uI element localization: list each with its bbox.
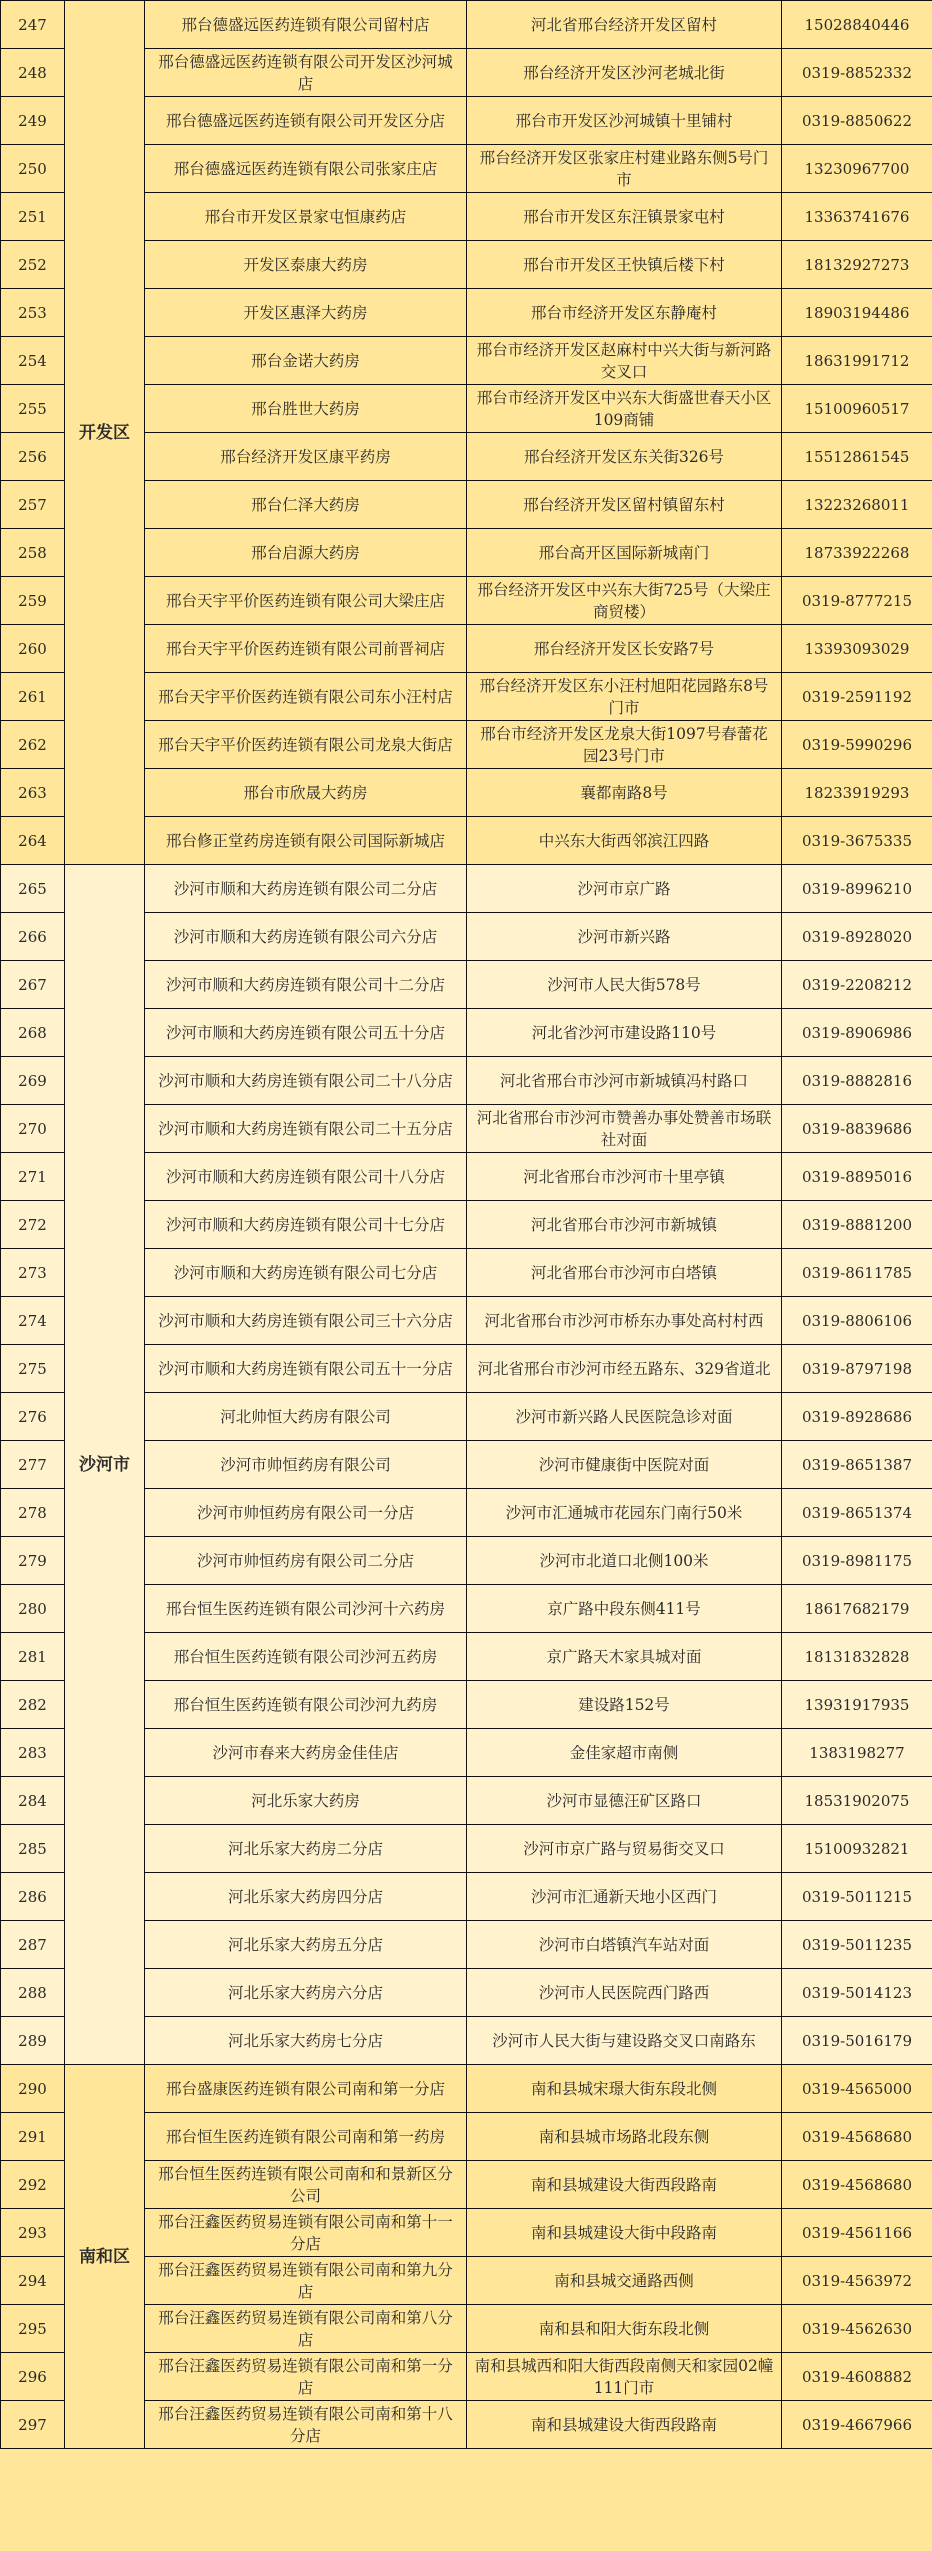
pharmacy-name: 沙河市顺和大药房连锁有限公司五十一分店 [145,1345,467,1393]
row-number: 251 [1,193,65,241]
pharmacy-address: 沙河市京广路与贸易街交叉口 [467,1825,782,1873]
pharmacy-phone: 0319-8611785 [782,1249,932,1297]
pharmacy-address: 建设路152号 [467,1681,782,1729]
pharmacy-address: 南和县城建设大街中段路南 [467,2209,782,2257]
row-number: 260 [1,625,65,673]
row-number: 259 [1,577,65,625]
row-number: 292 [1,2161,65,2209]
pharmacy-phone: 0319-4562630 [782,2305,932,2353]
pharmacy-address: 沙河市人民医院西门路西 [467,1969,782,2017]
pharmacy-address: 邢台经济开发区长安路7号 [467,625,782,673]
row-number: 273 [1,1249,65,1297]
pharmacy-phone: 0319-8797198 [782,1345,932,1393]
pharmacy-address: 河北省邢台市沙河市新城镇 [467,1201,782,1249]
pharmacy-phone: 0319-8777215 [782,577,932,625]
row-number: 289 [1,2017,65,2065]
row-number: 277 [1,1441,65,1489]
pharmacy-name: 河北乐家大药房六分店 [145,1969,467,2017]
row-number: 285 [1,1825,65,1873]
pharmacy-address: 河北省邢台市沙河市桥东办事处高村村西 [467,1297,782,1345]
pharmacy-phone: 18733922268 [782,529,932,577]
pharmacy-name: 邢台德盛远医药连锁有限公司留村店 [145,1,467,49]
pharmacy-address: 沙河市新兴路人民医院急诊对面 [467,1393,782,1441]
row-number: 262 [1,721,65,769]
pharmacy-phone: 0319-5011235 [782,1921,932,1969]
pharmacy-name: 邢台仁泽大药房 [145,481,467,529]
pharmacy-name: 沙河市帅恒药房有限公司一分店 [145,1489,467,1537]
pharmacy-name: 邢台汪鑫医药贸易连锁有限公司南和第九分店 [145,2257,467,2305]
pharmacy-name: 邢台汪鑫医药贸易连锁有限公司南和第一分店 [145,2353,467,2401]
pharmacy-phone: 0319-8906986 [782,1009,932,1057]
pharmacy-phone: 0319-5014123 [782,1969,932,2017]
pharmacy-name: 邢台启源大药房 [145,529,467,577]
pharmacy-name: 沙河市顺和大药房连锁有限公司十八分店 [145,1153,467,1201]
row-number: 263 [1,769,65,817]
region-label: 开发区 [65,1,145,865]
pharmacy-name: 开发区惠泽大药房 [145,289,467,337]
pharmacy-name: 邢台恒生医药连锁有限公司沙河九药房 [145,1681,467,1729]
row-number: 291 [1,2113,65,2161]
pharmacy-address: 京广路天木家具城对面 [467,1633,782,1681]
row-number: 270 [1,1105,65,1153]
pharmacy-name: 邢台修正堂药房连锁有限公司国际新城店 [145,817,467,865]
pharmacy-phone: 0319-8928686 [782,1393,932,1441]
pharmacy-address: 沙河市汇通城市花园东门南行50米 [467,1489,782,1537]
row-number: 269 [1,1057,65,1105]
pharmacy-address: 京广路中段东侧411号 [467,1585,782,1633]
row-number: 280 [1,1585,65,1633]
pharmacy-name: 沙河市顺和大药房连锁有限公司六分店 [145,913,467,961]
pharmacy-name: 沙河市顺和大药房连锁有限公司十二分店 [145,961,467,1009]
pharmacy-address: 邢台市开发区东汪镇景家屯村 [467,193,782,241]
pharmacy-name: 沙河市顺和大药房连锁有限公司二分店 [145,865,467,913]
row-number: 274 [1,1297,65,1345]
pharmacy-address: 邢台市经济开发区赵麻村中兴大街与新河路交叉口 [467,337,782,385]
pharmacy-name: 邢台德盛远医药连锁有限公司开发区沙河城店 [145,49,467,97]
pharmacy-address: 南和县城西和阳大街西段南侧天和家园02幢111门市 [467,2353,782,2401]
pharmacy-address: 中兴东大街西邻滨江四路 [467,817,782,865]
table-body [1,1,932,2449]
pharmacy-address: 南和县和阳大街东段北侧 [467,2305,782,2353]
pharmacy-name: 邢台经济开发区康平药房 [145,433,467,481]
pharmacy-name: 河北乐家大药房二分店 [145,1825,467,1873]
pharmacy-address: 沙河市健康街中医院对面 [467,1441,782,1489]
pharmacy-phone: 13931917935 [782,1681,932,1729]
pharmacy-phone: 13223268011 [782,481,932,529]
row-number: 248 [1,49,65,97]
pharmacy-phone: 18131832828 [782,1633,932,1681]
pharmacy-name: 邢台胜世大药房 [145,385,467,433]
pharmacy-address: 沙河市新兴路 [467,913,782,961]
row-number: 266 [1,913,65,961]
row-number: 267 [1,961,65,1009]
pharmacy-name: 沙河市顺和大药房连锁有限公司十七分店 [145,1201,467,1249]
row-number: 253 [1,289,65,337]
row-number: 268 [1,1009,65,1057]
row-number: 254 [1,337,65,385]
row-number: 264 [1,817,65,865]
pharmacy-name: 沙河市春来大药房金佳佳店 [145,1729,467,1777]
pharmacy-address: 邢台市经济开发区龙泉大街1097号春蕾花园23号门市 [467,721,782,769]
pharmacy-name: 河北乐家大药房 [145,1777,467,1825]
pharmacy-address: 河北省邢台市沙河市经五路东、329省道北 [467,1345,782,1393]
pharmacy-phone: 0319-3675335 [782,817,932,865]
pharmacy-address: 邢台市开发区王快镇后楼下村 [467,241,782,289]
pharmacy-phone: 0319-2208212 [782,961,932,1009]
pharmacy-phone: 18903194486 [782,289,932,337]
pharmacy-phone: 0319-8806106 [782,1297,932,1345]
pharmacy-name: 河北乐家大药房五分店 [145,1921,467,1969]
row-number: 256 [1,433,65,481]
pharmacy-phone: 18617682179 [782,1585,932,1633]
pharmacy-name: 邢台恒生医药连锁有限公司南和第一药房 [145,2113,467,2161]
pharmacy-phone: 0319-8839686 [782,1105,932,1153]
pharmacy-address: 南和县城宋璟大街东段北侧 [467,2065,782,2113]
row-number: 279 [1,1537,65,1585]
row-number: 258 [1,529,65,577]
row-number: 255 [1,385,65,433]
row-number: 283 [1,1729,65,1777]
row-number: 286 [1,1873,65,1921]
pharmacy-name: 邢台金诺大药房 [145,337,467,385]
pharmacy-name: 邢台恒生医药连锁有限公司南和和景新区分公司 [145,2161,467,2209]
pharmacy-phone: 0319-8881200 [782,1201,932,1249]
table-row [1,2065,932,2113]
row-number: 295 [1,2305,65,2353]
pharmacy-address: 沙河市人民大街578号 [467,961,782,1009]
pharmacy-name: 沙河市顺和大药房连锁有限公司三十六分店 [145,1297,467,1345]
pharmacy-name: 邢台天宇平价医药连锁有限公司东小汪村店 [145,673,467,721]
pharmacy-phone: 13393093029 [782,625,932,673]
pharmacy-phone: 0319-8850622 [782,97,932,145]
pharmacy-name: 邢台恒生医药连锁有限公司沙河五药房 [145,1633,467,1681]
pharmacy-name: 开发区泰康大药房 [145,241,467,289]
pharmacy-address: 邢台经济开发区东小汪村旭阳花园路东8号门市 [467,673,782,721]
table-row [1,1,932,49]
pharmacy-name: 河北乐家大药房四分店 [145,1873,467,1921]
row-number: 284 [1,1777,65,1825]
pharmacy-name: 邢台市欣晟大药房 [145,769,467,817]
pharmacy-phone: 0319-4568680 [782,2161,932,2209]
pharmacy-name: 邢台市开发区景家屯恒康药店 [145,193,467,241]
row-number: 287 [1,1921,65,1969]
pharmacy-address: 金佳家超市南侧 [467,1729,782,1777]
pharmacy-phone: 13230967700 [782,145,932,193]
pharmacy-address: 河北省邢台市沙河市新城镇冯村路口 [467,1057,782,1105]
pharmacy-address: 南和县城交通路西侧 [467,2257,782,2305]
pharmacy-name: 沙河市帅恒药房有限公司 [145,1441,467,1489]
row-number: 252 [1,241,65,289]
pharmacy-name: 邢台天宇平价医药连锁有限公司前晋祠店 [145,625,467,673]
row-number: 272 [1,1201,65,1249]
pharmacy-phone: 0319-2591192 [782,673,932,721]
pharmacy-name: 邢台汪鑫医药贸易连锁有限公司南和第十一分店 [145,2209,467,2257]
pharmacy-address: 沙河市白塔镇汽车站对面 [467,1921,782,1969]
pharmacy-address: 邢台高开区国际新城南门 [467,529,782,577]
pharmacy-phone: 0319-8651374 [782,1489,932,1537]
pharmacy-phone: 18233919293 [782,769,932,817]
row-number: 293 [1,2209,65,2257]
pharmacy-phone: 13363741676 [782,193,932,241]
pharmacy-name: 邢台德盛远医药连锁有限公司开发区分店 [145,97,467,145]
pharmacy-address: 沙河市汇通新天地小区西门 [467,1873,782,1921]
pharmacy-phone: 15100960517 [782,385,932,433]
pharmacy-name: 邢台汪鑫医药贸易连锁有限公司南和第十八分店 [145,2401,467,2449]
pharmacy-phone: 18631991712 [782,337,932,385]
row-number: 290 [1,2065,65,2113]
pharmacy-phone: 0319-5016179 [782,2017,932,2065]
pharmacy-name: 沙河市帅恒药房有限公司二分店 [145,1537,467,1585]
row-number: 275 [1,1345,65,1393]
pharmacy-address: 沙河市北道口北侧100米 [467,1537,782,1585]
pharmacy-phone: 0319-8852332 [782,49,932,97]
pharmacy-address: 南和县城建设大街西段路南 [467,2401,782,2449]
pharmacy-name: 沙河市顺和大药房连锁有限公司二十五分店 [145,1105,467,1153]
pharmacy-address: 南和县城建设大街西段路南 [467,2161,782,2209]
pharmacy-address: 邢台市开发区沙河城镇十里铺村 [467,97,782,145]
pharmacy-phone: 0319-8996210 [782,865,932,913]
row-number: 276 [1,1393,65,1441]
pharmacy-address: 邢台经济开发区中兴东大街725号（大梁庄商贸楼） [467,577,782,625]
pharmacy-phone: 0319-5011215 [782,1873,932,1921]
pharmacy-name: 邢台天宇平价医药连锁有限公司龙泉大街店 [145,721,467,769]
pharmacy-phone: 18132927273 [782,241,932,289]
pharmacy-address: 河北省邢台市沙河市赞善办事处赞善市场联社对面 [467,1105,782,1153]
pharmacy-name: 河北帅恒大药房有限公司 [145,1393,467,1441]
pharmacy-address: 南和县城市场路北段东侧 [467,2113,782,2161]
pharmacy-address: 河北省邢台市沙河市十里亭镇 [467,1153,782,1201]
table-row [1,865,932,913]
pharmacy-address: 邢台市经济开发区中兴东大街盛世春天小区109商铺 [467,385,782,433]
pharmacy-name: 沙河市顺和大药房连锁有限公司二十八分店 [145,1057,467,1105]
pharmacy-phone: 0319-8981175 [782,1537,932,1585]
pharmacy-address: 河北省邢台市沙河市白塔镇 [467,1249,782,1297]
pharmacy-name: 邢台汪鑫医药贸易连锁有限公司南和第八分店 [145,2305,467,2353]
row-number: 271 [1,1153,65,1201]
pharmacy-name: 邢台德盛远医药连锁有限公司张家庄店 [145,145,467,193]
row-number: 261 [1,673,65,721]
row-number: 282 [1,1681,65,1729]
pharmacy-phone: 1383198277 [782,1729,932,1777]
pharmacy-address: 沙河市人民大街与建设路交叉口南路东 [467,2017,782,2065]
pharmacy-phone: 0319-4608882 [782,2353,932,2401]
pharmacy-address: 邢台市经济开发区东静庵村 [467,289,782,337]
region-label: 南和区 [65,2065,145,2449]
pharmacy-phone: 0319-5990296 [782,721,932,769]
row-number: 247 [1,1,65,49]
pharmacy-phone: 18531902075 [782,1777,932,1825]
pharmacy-phone: 0319-8928020 [782,913,932,961]
pharmacy-address: 邢台经济开发区张家庄村建业路东侧5号门市 [467,145,782,193]
pharmacy-address: 邢台经济开发区沙河老城北街 [467,49,782,97]
pharmacy-address: 襄都南路8号 [467,769,782,817]
row-number: 297 [1,2401,65,2449]
row-number: 250 [1,145,65,193]
pharmacy-address: 邢台经济开发区东关街326号 [467,433,782,481]
pharmacy-phone: 0319-4561166 [782,2209,932,2257]
pharmacy-name: 邢台盛康医药连锁有限公司南和第一分店 [145,2065,467,2113]
row-number: 281 [1,1633,65,1681]
row-number: 294 [1,2257,65,2305]
pharmacy-phone: 0319-4565000 [782,2065,932,2113]
pharmacy-address: 沙河市显德汪矿区路口 [467,1777,782,1825]
pharmacy-phone: 15028840446 [782,1,932,49]
pharmacy-name: 沙河市顺和大药房连锁有限公司七分店 [145,1249,467,1297]
pharmacy-name: 河北乐家大药房七分店 [145,2017,467,2065]
pharmacy-phone: 15512861545 [782,433,932,481]
pharmacy-address: 邢台经济开发区留村镇留东村 [467,481,782,529]
row-number: 278 [1,1489,65,1537]
pharmacy-phone: 0319-4667966 [782,2401,932,2449]
row-number: 296 [1,2353,65,2401]
row-number: 257 [1,481,65,529]
pharmacy-name: 沙河市顺和大药房连锁有限公司五十分店 [145,1009,467,1057]
row-number: 249 [1,97,65,145]
pharmacy-phone: 0319-8895016 [782,1153,932,1201]
pharmacy-address: 沙河市京广路 [467,865,782,913]
region-label: 沙河市 [65,865,145,2065]
pharmacy-phone: 0319-8882816 [782,1057,932,1105]
pharmacy-phone: 0319-4563972 [782,2257,932,2305]
pharmacy-name: 邢台恒生医药连锁有限公司沙河十六药房 [145,1585,467,1633]
pharmacy-address: 河北省沙河市建设路110号 [467,1009,782,1057]
row-number: 288 [1,1969,65,2017]
pharmacy-phone: 0319-4568680 [782,2113,932,2161]
row-number: 265 [1,865,65,913]
pharmacy-address: 河北省邢台经济开发区留村 [467,1,782,49]
pharmacy-phone: 15100932821 [782,1825,932,1873]
pharmacy-name: 邢台天宇平价医药连锁有限公司大梁庄店 [145,577,467,625]
pharmacy-phone: 0319-8651387 [782,1441,932,1489]
